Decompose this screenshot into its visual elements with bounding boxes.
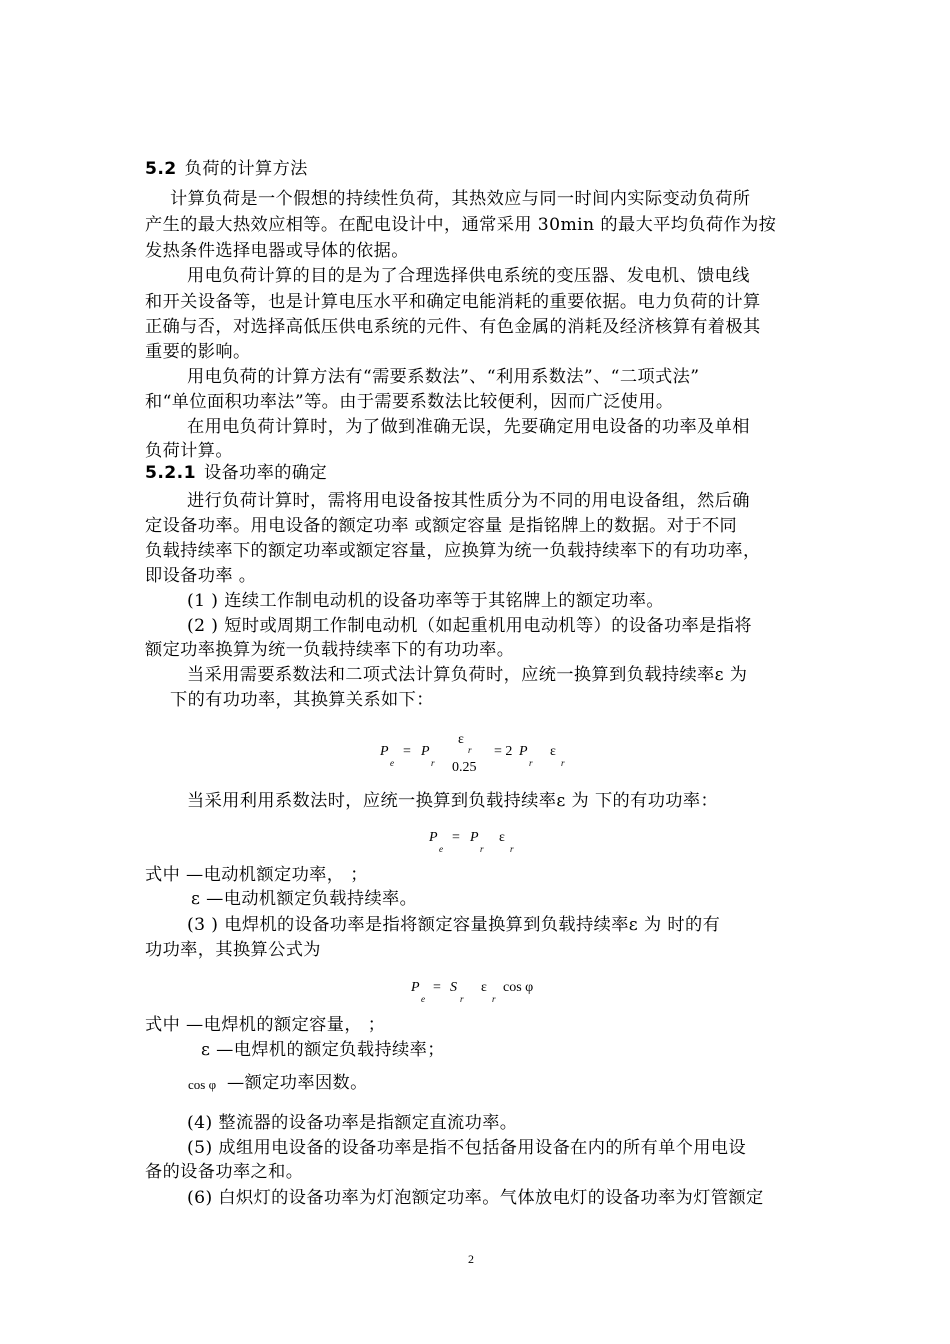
list-item: 备的设备功率之和。 — [145, 1162, 304, 1182]
paragraph-line: 发热条件选择电器或导体的依据。 — [145, 241, 409, 261]
paragraph-line: 即设备功率 。 — [145, 566, 257, 586]
definition-line: ε —电焊机的额定负载持续率； — [201, 1040, 445, 1060]
paragraph-line: 和开关设备等，也是计算电压水平和确定电能消耗的重要依据。电力负荷的计算 — [145, 292, 761, 312]
paragraph-line: 定设备功率。用电设备的额定功率 或额定容量 是指铭牌上的数据。对于不同 — [145, 516, 738, 536]
paragraph-line: 计算负荷是一个假想的持续性负荷，其热效应与同一时间内实际变动负荷所 — [170, 189, 751, 209]
paragraph-line: (2 ) 短时或周期工作制电动机（如起重机用电动机等）的设备功率是指将 — [187, 616, 752, 636]
paragraph-line: 进行负荷计算时，需将用电设备按其性质分为不同的用电设备组，然后确 — [187, 491, 750, 511]
paragraph-line: 当采用需要系数法和二项式法计算负荷时，应统一换算到负载持续率ε 为 — [187, 665, 748, 685]
paragraph-line: 额定功率换算为统一负载持续率下的有功功率。 — [145, 640, 515, 660]
paragraph-line: (1 ) 连续工作制电动机的设备功率等于其铭牌上的额定功率。 — [187, 591, 664, 611]
paragraph-line: 在用电负荷计算时，为了做到准确无误，先要确定用电设备的功率及单相 — [187, 417, 750, 437]
document-page: 5.2 负荷的计算方法 计算负荷是一个假想的持续性负荷，其热效应与同一时间内实际变动负荷所 产生的最大热效应相等。在配电设计中，通常采用 30min 的最大平均负荷作为按 发热条件选择电器或导体的依据。 用电负荷计算的目的是为了合理选择供电系统的变压器、发电机、馈电线 和开关设备等，也是计算电压水平和确定电能消耗的重要依据。电力负荷的计算 正确与否，对选择高低压供电系统的元件、有色金属的消耗及经济核算有着极其 重要的影响。 用电负荷的计算方法有“需要系数法”、“利用系数法”、“二项式法” 和“单位面积功率法”等。由于需要系数法比较便利，因而广泛使用。 在用电负荷计算时，为了做到准确无误，先要确定用电设备的功率及单相 负荷计算。 5.2.1 设备功率的确定 进行负荷计算时，需将用电设备按其性质分为不同的用电设备组，然后确 定设备功率。用电设备的额定功率 或额定容量 是指铭牌上的数据。对于不同 负载持续率下的额定功率或额定容量，应换算为统一负载持续率下的有功功率， 即设备功率 。 (1 ) 连续工作制电动机的设备功率等于其铭牌上的额定功率。 (2 ) 短时或周期工作制电动机（如起重机用电动机等）的设备功率是指将 额定功率换算为统一负载持续率下的有功功率。 当采用需要系数法和二项式法计算负荷时，应统一换算到负载持续率ε 为 下的有功功率，其换算关系如下： P e = P r ε r 0.25 = 2 P r ε r 当采用利用系数法时，应统一换算到负载持续率ε 为 下的有功功率： P e = P r ε r 式中 —电动机额定功率， ； ε —电动机额定负载持续率。 (3 ) 电焊机的设备功率是指将额定容量换算到负载持续率ε 为 时的有 功功率，其换算公式为 P e = S r ε r cos φ 式中 —电焊机的额定容量， ； ε —电焊机的额定负载持续率； cos φ —额定功率因数。 (4) 整流器的设备功率是指额定直流功率。 (5) 成组用电设备的设备功率是指不包括备用设备在内的所有单个用电设 备的设备功率之和。 (6) 白炽灯的设备功率为灯泡额定功率。气体放电灯的设备功率为灯管额定 2 — [145, 159, 777, 1266]
list-item: (4) 整流器的设备功率是指额定直流功率。 — [187, 1113, 518, 1133]
list-item: (5) 成组用电设备的设备功率是指不包括备用设备在内的所有单个用电设 — [187, 1138, 747, 1158]
paragraph-line: 负荷计算。 — [145, 441, 233, 461]
paragraph-line: 正确与否，对选择高低压供电系统的元件、有色金属的消耗及经济核算有着极其 — [145, 317, 761, 337]
page-number: 2 — [468, 1252, 474, 1266]
paragraph-line: 用电负荷计算的目的是为了合理选择供电系统的变压器、发电机、馈电线 — [187, 266, 750, 286]
definition-line: ε —电动机额定负载持续率。 — [191, 889, 418, 909]
paragraph-line: 和“单位面积功率法”等。由于需要系数法比较便利，因而广泛使用。 — [145, 392, 674, 412]
subsection-heading: 5.2.1 设备功率的确定 — [145, 463, 328, 483]
definition-line: 式中 —电焊机的额定容量， ； — [145, 1015, 386, 1035]
paragraph-line: 用电负荷的计算方法有“需要系数法”、“利用系数法”、“二项式法” — [187, 367, 700, 387]
paragraph-line: 功功率，其换算公式为 — [145, 940, 321, 960]
paragraph-line: 重要的影响。 — [145, 342, 251, 362]
section-heading: 5.2 负荷的计算方法 — [145, 159, 308, 179]
paragraph-line: 产生的最大热效应相等。在配电设计中，通常采用 30min 的最大平均负荷作为按 — [145, 215, 777, 235]
paragraph-line: (3 ) 电焊机的设备功率是指将额定容量换算到负载持续率ε 为 时的有 — [187, 915, 721, 935]
list-item: (6) 白炽灯的设备功率为灯泡额定功率。气体放电灯的设备功率为灯管额定 — [187, 1188, 764, 1208]
definition-line: 式中 —电动机额定功率， ； — [145, 865, 368, 885]
paragraph-line: 负载持续率下的额定功率或额定容量，应换算为统一负载持续率下的有功功率， — [145, 541, 761, 561]
paragraph-line: 当采用利用系数法时，应统一换算到负载持续率ε 为 下的有功功率： — [187, 791, 719, 811]
paragraph-line: 下的有功功率，其换算关系如下： — [170, 690, 434, 710]
